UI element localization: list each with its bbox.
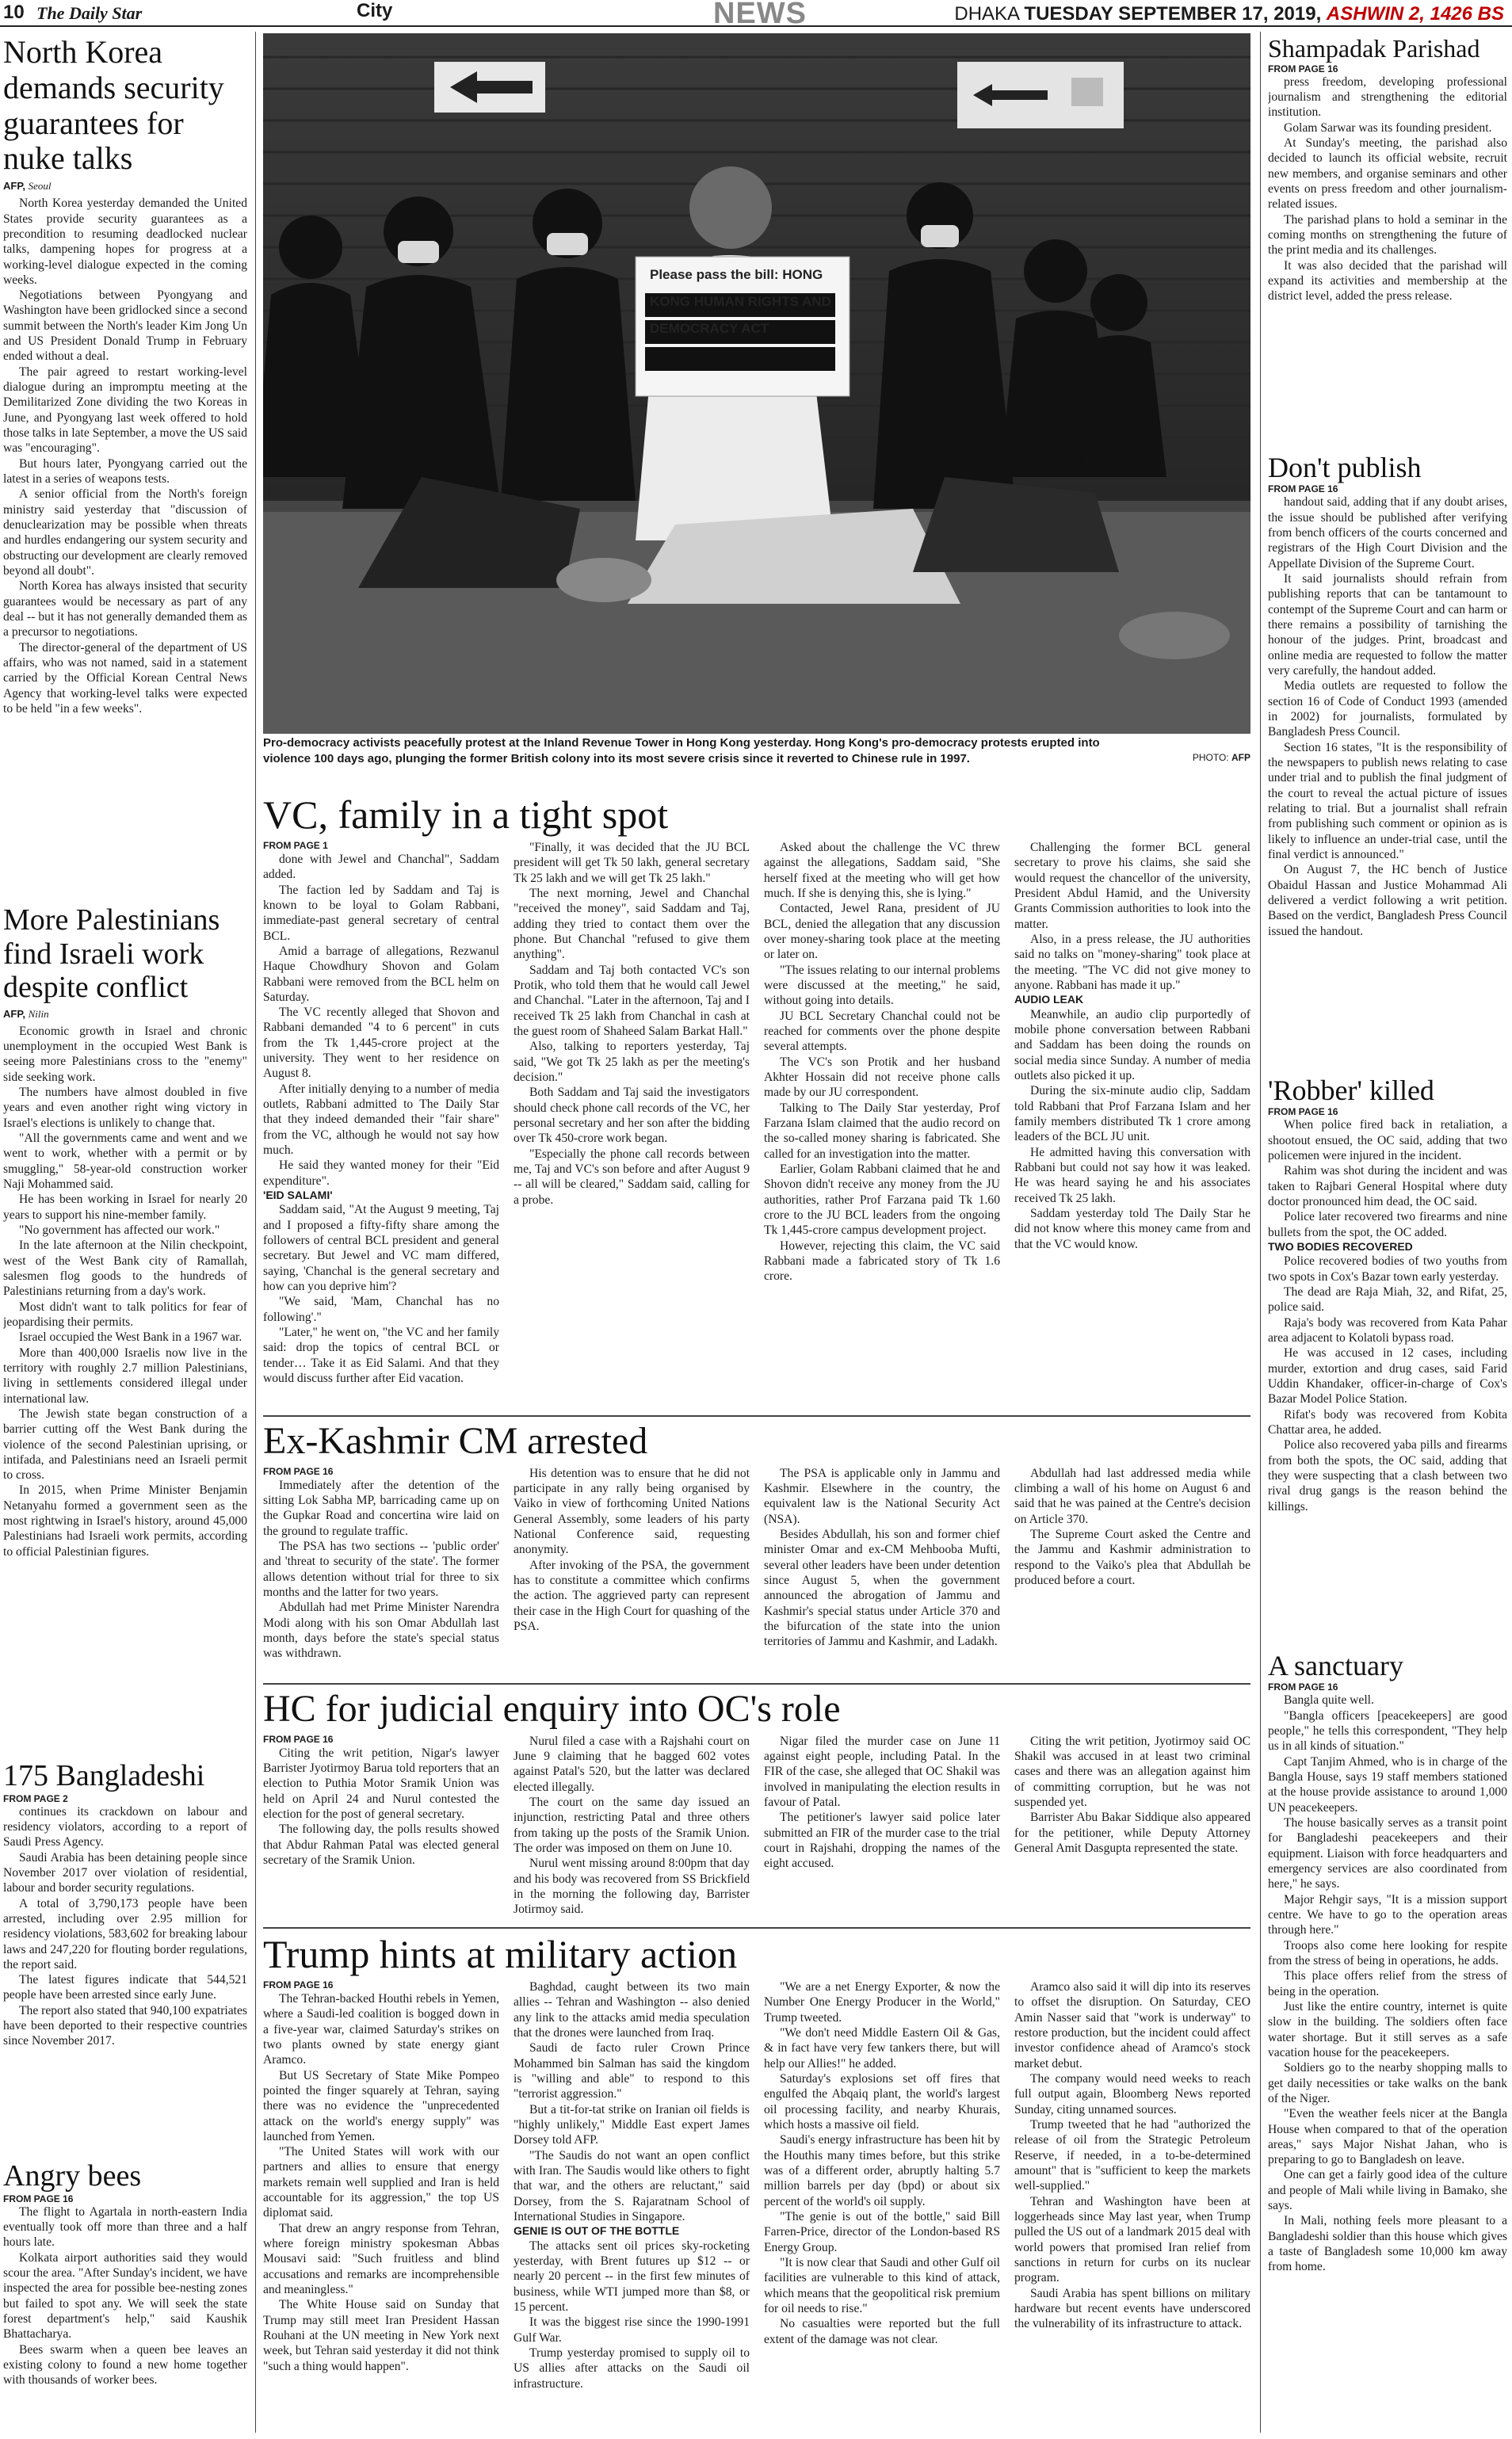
paragraph: The White House said on Sunday that Trump may still meet Iran President Hassan Rouhani at the UN meeting in New York next week, but Tehran said yesterday it did not think "such a thing would happen". — [263, 2298, 499, 2373]
paragraph: Saddam said, "At the August 9 meeting, Taj and I proposed a fifty-fifty share among the followers of central BCL president and general secretary. But Jewel and VC mam differed, saying, 'Chanchal is the general secretary and how can you deprive him'? — [263, 1203, 499, 1294]
paragraph: He admitted having this conversation with Rabbani but could not say how it was leaked. He was heard saying he and his associates received Tk 25 lakh. — [1014, 1145, 1250, 1205]
paragraph: Media outlets are requested to follow the section 16 of Code of Conduct 1993 (amended in 2002) for journalists, formulated by Bangladesh Press Council. — [1268, 679, 1507, 739]
paragraph: Rifat's body was recovered from Kobita Chattar area, he added. — [1268, 1407, 1507, 1437]
body-dont-publish — [1268, 494, 1507, 939]
article-trump — [263, 1932, 1250, 2436]
paragraph: It was the biggest rise since the 1990-1991 Gulf War. — [514, 2315, 750, 2345]
paragraph: The court on the same day issued an injunction, restricting Patal and three others from taking up the posts of the Sramik Union. The order was imposed on them on June 10. — [514, 1796, 750, 1856]
paragraph: The pair agreed to restart working-level dialogue during an impromptu meeting at the Demilitarized Zone dividing the two Koreas in June, and Pyongyang last week offered to hold those talks in late September, a move the US said was "encouraging". — [3, 365, 247, 456]
paragraph: Economic growth in Israel and chronic unemployment in the occupied West Bank is seeing more Palestinians cross to the "enemy" side seeking work. — [3, 1024, 247, 1084]
paragraph: Citing the writ petition, Jyotirmoy said OC Shakil was accused in at least two criminal cases and there was an allegation against him of committing corruption, but he was not suspended yet. — [1014, 1734, 1250, 1810]
from-page-shampadak: FROM PAGE 16 — [1268, 63, 1338, 74]
text-column — [514, 840, 750, 1398]
headline-sanctuary: A sanctuary — [1268, 1650, 1403, 1681]
body-vc-family — [263, 840, 1250, 1398]
paragraph: Also, talking to reporters yesterday, Taj said, "We got Tk 25 lakh as per the meeting's decision." — [514, 1040, 750, 1084]
paragraph: Trump tweeted that he had "authorized the release of oil from the Strategic Petroleum Reserve, if needed, in a to-be-determined amount" that is "sufficient to keep the markets well-supplied." — [1014, 2117, 1250, 2193]
paragraph: Amid a barrage of allegations, Rezwanul Haque Chowdhury Shovon and Golam Rabbani were removed from the BCL helm on Saturday. — [263, 944, 499, 1004]
text-column — [1014, 1979, 1250, 2429]
paragraph: It was also decided that the parishad will expand its activities and membership at the district level, added the press release. — [1268, 258, 1507, 303]
paragraph: continues its crackdown on labour and residency violators, according to a report of Saudi Press Agency. — [3, 1804, 247, 1849]
paragraph: But a tit-for-tat strike on Iranian oil fields is "highly unlikely," Middle East expert James Dorsey told AFP. — [514, 2102, 750, 2147]
text-column — [263, 1979, 499, 2429]
article-shampadak — [1268, 35, 1507, 447]
paragraph: In Mali, nothing feels more pleasant to a Bangladeshi soldier than this house which gives a taste of Bangladesh some 10,000 km away from home. — [1268, 2214, 1507, 2274]
paragraph: The VC recently alleged that Shovon and Rabbani demanded "4 to 6 percent" in cuts from the Tk 1,445-crore project at the university. They went to her residence on August 8. — [263, 1006, 499, 1081]
paragraph: Israel occupied the West Bank in a 1967 war. — [19, 1330, 242, 1345]
paragraph: The house basically serves as a transit point for Bangladeshi peacekeepers and their equipment. Liaison with force headquarters and emergency services are also coordinated from here," he says. — [1268, 1815, 1507, 1891]
paragraph: That drew an angry response from Tehran, where foreign ministry spokesman Abbas Mousavi said: "Such fruitless and blind accusations and remarks are incomprehensible and meaningless." — [263, 2221, 499, 2297]
paragraph: The Tehran-backed Houthi rebels in Yemen, where a Saudi-led coalition is bogged down in a five-year war, claimed Saturday's strikes on two plants owned by state energy giant Aramco. — [263, 1991, 499, 2067]
byline-north-korea: AFP, Seoul — [3, 180, 52, 193]
paragraph: Abdullah had met Prime Minister Narendra Modi along with his son Omar Abdullah last month, days before the state's special status was withdrawn. — [263, 1601, 499, 1661]
paragraph: Major Rehgir says, "It is a mission support centre. We have to go to the operation areas through here." — [1268, 1892, 1507, 1937]
paragraph: The petitioner's lawyer said police later submitted an FIR of the murder case to the trial court in Rajshahi, dropping the names of the eight accused. — [764, 1811, 1000, 1871]
paragraph: Raja's body was recovered from Kata Pahar area adjacent to Kolatoli bypass road. — [1268, 1315, 1507, 1345]
paragraph: Tehran and Washington have been at loggerheads since May last year, when Trump pulled the US out of a landmark 2015 deal with world powers that promised Iran relief from sanctions in return for curbs on its nuclear program. — [1014, 2194, 1250, 2285]
column-rule-left — [255, 32, 256, 2433]
paragraph: "Later," he went on, "the VC and her family said: drop the topics of central BCL or tender… Take it as Eid Salami. And that they would discuss further after Eid vacation. — [263, 1326, 499, 1386]
text-column — [514, 1979, 750, 2429]
paragraph: The report also stated that 940,100 expatriates have been deported to their respective countries since November 2017. — [3, 2003, 247, 2048]
paragraph: Golam Sarwar was its founding president. — [1284, 120, 1492, 135]
body-north-korea — [3, 196, 247, 716]
text-column — [764, 1979, 1000, 2429]
headline-dont-publish: Don't publish — [1268, 452, 1422, 483]
headline-vc-family: VC, family in a tight spot — [263, 792, 669, 837]
paragraph: Nurul filed a case with a Rajshahi court on June 9 claiming that he bagged 602 votes against Patal's 520, but the latter was declared elected illegally. — [514, 1734, 750, 1794]
paragraph: "The issues relating to our internal problems were discussed at the meeting," he said, without going into details. — [764, 963, 1000, 1008]
page-number: 10 — [3, 2, 25, 23]
paragraph: The following day, the polls results showed that Abdur Rahman Patal was elected general secretary of the Sramik Union. — [263, 1823, 499, 1867]
paragraph: "No government has affected our work." — [19, 1223, 220, 1237]
headline-angry-bees: Angry bees — [3, 2159, 142, 2193]
paragraph: Nurul went missing around 8:00pm that day and his body was recovered from SS Brickfield in the morning the following day, Barrister Jotirmoy said. — [514, 1857, 750, 1917]
story-divider-3 — [263, 1927, 1250, 1929]
text-column — [514, 1466, 750, 1672]
paragraph: The attacks sent oil prices sky-rocketing yesterday, with Brent futures up $12 -- or nearly 20 percent -- in the first few minutes of business, while WTI jumped more than $8, or 15 percent. — [514, 2239, 750, 2314]
paragraph: The latest figures indicate that 544,521 people have been arrested since early June. — [3, 1973, 247, 2002]
photo-credit: PHOTO: AFP — [1192, 752, 1250, 764]
paragraph: The Supreme Court asked the Centre and the Jammu and Kashmir administration to respond to the Vaiko's plea that Abdullah be produced before a court. — [1014, 1528, 1250, 1588]
byline-palestinians: AFP, Nilin — [3, 1007, 49, 1020]
paragraph: Nigar filed the murder case on June 11 against eight people, including Patal. In the FIR of the case, she alleged that OC Shakil was involved in manipulating the election results in favour of Patal. — [764, 1734, 1000, 1810]
subhead: GENIE IS OUT OF THE BOTTLE — [514, 2224, 680, 2238]
paragraph: But hours later, Pyongyang carried out the latest in a series of weapons tests. — [3, 456, 247, 487]
paragraph: North Korea has always insisted that security guarantees would be necessary as part of any deal -- but it has not generally demanded them as a precursor to negotiations. — [3, 579, 247, 639]
paragraph: handout said, adding that if any doubt arises, the issue should be published after verifying from bench officers of the courts concerned and registrars of the High Court Division and the Appellate Division of the Supreme Court. — [1268, 495, 1507, 571]
paragraph: JU BCL Secretary Chanchal could not be reached for comments over the phone despite several attempts. — [764, 1009, 1000, 1054]
paragraph: "The United States will work with our partners and allies to ensure that energy markets remain well supplied and Iran is held accountable for its aggression," the top US diplomat said. — [263, 2145, 499, 2220]
article-robber — [1268, 1074, 1507, 1645]
paragraph: A total of 3,790,173 people have been arrested, including over 2.95 million for residency violations, 583,602 for breaking labour laws and 247,220 for flouting border regulations, the report said. — [3, 1896, 247, 1971]
paragraph: North Korea yesterday demanded the United States provide security guarantees as a precondition to resuming deadlocked nuclear talks, dampening hopes for progress at a working-level dialogue expected in the coming weeks. — [3, 197, 247, 287]
paragraph: "We don't need Middle Eastern Oil & Gas, & in fact have very few tankers there, but will help our Allies!" he added. — [764, 2025, 1000, 2071]
from-page-publish: FROM PAGE 16 — [1268, 483, 1338, 495]
paragraph: After initially denying to a number of media outlets, Rabbani admitted to The Daily Star that they indeed demanded their "fair share" from the VC, although he would not say how much. — [263, 1082, 499, 1158]
text-column — [514, 1734, 750, 1918]
from-page: FROM PAGE 16 — [263, 1979, 334, 1991]
subhead: 'EID SALAMI' — [263, 1189, 333, 1202]
paragraph: Most didn't want to talk politics for fear of jeopardising their permits. — [3, 1300, 247, 1329]
column-rule-right — [1260, 32, 1261, 2433]
text-column — [764, 840, 1000, 1398]
paragraph: This place offers relief from the stress of being in the operation. — [1268, 1969, 1507, 1998]
article-vc-family — [263, 792, 1250, 1414]
text-column — [263, 1466, 499, 1672]
paragraph: The Jewish state began construction of a barrier cutting off the West Bank during the violence of the second Palestinian uprising, or intifada, and Palestinians need an Israeli permit to cross. — [3, 1407, 247, 1483]
paragraph: Baghdad, caught between its two main allies -- Tehran and Washington -- also denied any link to the attacks amid media speculation that the drones were launched from Iraq. — [514, 1980, 750, 2040]
from-page-sanctuary: FROM PAGE 16 — [1268, 1681, 1338, 1693]
paragraph: Police recovered bodies of two youths from two spots in Cox's Bazar town early yesterday. — [1268, 1254, 1507, 1284]
article-north-korea — [3, 35, 247, 899]
paragraph: Saturday's explosions set off fires that engulfed the Abqaiq plant, the world's largest oil processing facility, and nearby Khurais, which hosts a massive oil field. — [764, 2071, 1000, 2132]
paragraph: press freedom, developing professional journalism and strengthening the editorial institution. — [1268, 74, 1507, 120]
news-label: NEWS — [713, 0, 807, 30]
paragraph: Trump yesterday promised to supply oil to US allies after attacks on the Saudi oil infrastructure. — [514, 2345, 750, 2391]
protest-photo-illustration — [263, 33, 1250, 734]
paragraph: The faction led by Saddam and Taj is known to be loyal to Golam Rabbani, immediate-past general secretary of central BCL. — [263, 883, 499, 943]
paragraph: "We said, 'Mam, Chanchal has no following'." — [263, 1295, 499, 1324]
paragraph: "All the governments came and went and we went to work, whether with a permit or by smuggling," 58-year-old construction worker Naji Mohammed said. — [3, 1131, 247, 1191]
paragraph: Police later recovered two firearms and nine bullets from the spot, the OC added. — [1268, 1210, 1507, 1239]
paragraph: Bees swarm when a queen bee leaves an existing colony to found a new home together with thousands of worker bees. — [3, 2342, 247, 2387]
paragraph: Saddam and Taj both contacted VC's son Protik, who told them that he would call Jewel and Chanchal. "Later in the afternoon, Taj and I received Tk 25 lakh from Chanchal in cash at the guest room of Shaheed Salam Barkat Hall." — [514, 963, 750, 1038]
headline-robber: 'Robber' killed — [1268, 1074, 1434, 1106]
paragraph: A senior official from the North's foreign ministry said yesterday that "discussion of denuclearization may be possible when threats and hurdles endangering our system security and obstructing our development are clearly removed beyond all doubt". — [3, 487, 247, 578]
subhead: AUDIO LEAK — [1014, 993, 1084, 1006]
paragraph: Kolkata airport authorities said they would scour the area. "After Sunday's incident, we have inspected the area for possible bee-nesting zones but failed to spot any. We will seek the state forest department's help," said Kaushik Bhattacharya. — [3, 2250, 247, 2342]
paragraph: Saudi Arabia has been detaining people since November 2017 over violation of residential, labour and border security regulations. — [3, 1850, 247, 1895]
paragraph: It said journalists should refrain from publishing reports that can be tantamount to contempt of the Supreme Court and can harm or there remains a possibility of tarnishing the honour of the judges. Print, broadcast and online media are requested to follow the matter very carefully, the handout added. — [1268, 571, 1507, 678]
paragraph: Bangla quite well. — [1284, 1693, 1374, 1708]
article-hc-judicial — [263, 1688, 1250, 1926]
paragraph: Troops also come here looking for respite from the stress of being in operations, he adds. — [1268, 1938, 1507, 1968]
article-ex-kashmir — [263, 1420, 1250, 1681]
paragraph: "The genie is out of the bottle," said Bill Farren-Price, director of the London-based RS Energy Group. — [764, 2209, 1000, 2254]
paragraph: Meanwhile, an audio clip purportedly of mobile phone conversation between Rabbani and Saddam has been doing the rounds on social media since Sunday. A number of media outlets also picked it up. — [1014, 1007, 1250, 1082]
article-angry-bees — [3, 2159, 247, 2437]
paragraph: Aramco also said it will dip into its reserves to offset the disruption. On Saturday, CEO Amin Nasser said that "work is underway" to restore production, but the incident could affect investor confidence ahead of Aramco's stock market debut. — [1014, 1980, 1250, 2071]
headline-shampadak: Shampadak Parishad — [1268, 35, 1480, 63]
paragraph: In 2015, when Prime Minister Benjamin Netanyahu formed a government seen as the most rightwing in Israel's history, around 45,000 Palestinians had Israeli work permits, according to official Palestinian figures. — [3, 1483, 247, 1559]
paragraph: On August 7, the HC bench of Justice Obaidul Hassan and Justice Mohammad Ali delivered a verdict following a writ petition. Based on the verdict, Bangladesh Press Council issued the handout. — [1268, 863, 1507, 938]
from-page: FROM PAGE 16 — [263, 1465, 334, 1477]
paragraph: Earlier, Golam Rabbani claimed that he and Shovon didn't receive any money from the JU authorities, rather Prof Farzana paid Tk 1.60 crore to the JU BCL leaders from the ongoing Tk 1,445-crore campus development project. — [764, 1162, 1000, 1238]
paragraph: He said they wanted money for their "Eid expenditure". — [263, 1158, 499, 1188]
page-header — [0, 0, 1512, 30]
paragraph: More than 400,000 Israelis now live in the territory with roughly 2.7 million Palestinians, living in settlements considered illegal under international law. — [3, 1345, 247, 1406]
paragraph: The dead are Raja Miah, 32, and Rifat, 25, police said. — [1268, 1284, 1507, 1315]
paragraph: "The Saudis do not want an open conflict with Iran. The Saudis would like others to fight that war, and the others are reluctant," said Dorsey, from the S. Rajaratnam School of International Studies in Singapore. — [514, 2148, 750, 2223]
paragraph: The flight to Agartala in north-eastern India eventually took off more than three and a half hours late. — [3, 2204, 247, 2250]
paragraph: He has been working in Israel for nearly 20 years to support his nine-member family. — [3, 1193, 247, 1222]
paragraph: Saddam yesterday told The Daily Star he did not know where this money came from and that the VC would know. — [1014, 1206, 1250, 1251]
paragraph: "Especially the phone call records between me, Taj and VC's son before and after August 9 -- all will be cleared," Saddam said, calling for a probe. — [514, 1147, 750, 1207]
paragraph: Negotiations between Pyongyang and Washington have been gridlocked since a second summit between the North's leader Kim Jong Un and US President Donald Trump in February ended without a deal. — [3, 288, 247, 364]
paragraph: "It is now clear that Saudi and other Gulf oil facilities are vulnerable to this kind of attack, which means that the geopolitical risk premium for oil needs to rise." — [764, 2255, 1000, 2315]
paragraph: The director-general of the department of US affairs, who was not named, said in a statement carried by the Official Korean Central News Agency that working-level talks were expected to be held "in a few weeks". — [3, 640, 247, 716]
text-column — [764, 1466, 1000, 1672]
paragraph: "We are a net Energy Exporter, & now the Number One Energy Producer in the World," Trump tweeted. — [764, 1980, 1000, 2025]
headline-175-bangladeshi: 175 Bangladeshi — [3, 1759, 205, 1792]
story-divider-2 — [263, 1683, 1250, 1685]
paragraph: In the late afternoon at the Nilin checkpoint, west of the West Bank city of Ramallah, salesmen flog goods to the hundreds of Palestinians returning from a day's work. — [3, 1239, 247, 1299]
text-column — [263, 1734, 499, 1918]
headline-trump: Trump hints at military action — [263, 1932, 738, 1976]
article-sanctuary — [1268, 1650, 1507, 2436]
paragraph: Rahim was shot during the incident and was taken to Rajbari General Hospital where duty doctor pronounced him dead, the OC said. — [1268, 1164, 1507, 1208]
text-column — [1014, 840, 1250, 1398]
paragraph: The company would need weeks to reach full output again, Bloomberg News reported Sunday, citing unnamed sources. — [1014, 2071, 1250, 2116]
paragraph: Besides Abdullah, his son and former chief minister Omar and ex-CM Mehbooba Mufti, several other leaders have been under detention since August 5, when the government announced the abrogation of Jammu and Kashmir's special status under Article 370 and the bifurcation of the state into the union territories of Jammu and Kashmir, and Ladakh. — [764, 1528, 1000, 1649]
subhead: TWO BODIES RECOVERED — [1268, 1239, 1413, 1253]
text-column — [1014, 1734, 1250, 1918]
body-shampadak — [1268, 74, 1507, 304]
paragraph: Saudi's energy infrastructure has been hit by the Houthis many times before, but this strike was of a different order, abruptly halting 5.7 million barrels per day (bpd) or about six percent of the world's oil supply. — [764, 2133, 1000, 2208]
paragraph: The PSA is applicable only in Jammu and Kashmir. Elsewhere in the country, the equivalent law is the National Security Act (NSA). — [764, 1466, 1000, 1526]
article-palestinians — [3, 903, 247, 1751]
photo-caption: Pro-democracy activists peacefully protest at the Inland Revenue Tower in Hong Kong yesterday. Hong Kong's pro-democracy protests erupted into violence 100 days ago, plunging the former British colony into its most severe crisis since it reverted to Chinese rule in 1997. PHOTO: AFP — [263, 736, 1250, 765]
from-page-175: FROM PAGE 2 — [3, 1792, 68, 1804]
article-dont-publish — [1268, 452, 1507, 1070]
body-175-bangladeshi — [3, 1804, 247, 2049]
paragraph: The numbers have almost doubled in five years and even another right wing victory in Israel's elections is unlikely to change that. — [3, 1085, 247, 1130]
paragraph: However, rejecting this claim, the VC said Rabbani made a fabricated story of Tk 1.6 crore. — [764, 1239, 1000, 1284]
paragraph: The PSA has two sections -- 'public order' and 'threat to security of the state'. The former allows detention without trial for three to six months and the latter for two years. — [263, 1539, 499, 1599]
paragraph: One can get a fairly good idea of the culture and people of Mali while living in Bamako, she says. — [1268, 2168, 1507, 2213]
headline-hc-judicial: HC for judicial enquiry into OC's role — [263, 1688, 841, 1730]
text-column — [764, 1734, 1000, 1918]
headline-palestinians: More Palestinians find Israeli work despite conflict — [3, 903, 220, 1005]
paragraph: "Even the weather feels nicer at the Bangla House when compared to that of the operation areas," says Major Nishat Jahan, who is preparing to go to Bangladesh on leave. — [1268, 2107, 1507, 2167]
paragraph: Talking to The Daily Star yesterday, Prof Farzana Islam claimed that the audio record on the so-called money sharing is fabricated. She called for an investigation into the matter. — [764, 1101, 1000, 1161]
headline-north-korea: North Korea demands security guarantees for nuke talks — [3, 35, 224, 177]
paragraph: Police also recovered yaba pills and firearms from both the spots, the OC said, adding that they were suspecting that a clash between two rival drug gangs is the reason behind the killings. — [1268, 1438, 1507, 1513]
article-175-bangladeshi — [3, 1759, 247, 2155]
body-trump — [263, 1979, 1250, 2429]
paragraph: Challenging the former BCL general secretary to prove his claims, she said she would request the chancellor of the university, President Abdul Hamid, and the University Grants Commission authorities to look into the matter. — [1014, 841, 1250, 931]
from-page-robber: FROM PAGE 16 — [1268, 1106, 1338, 1118]
paragraph: At Sunday's meeting, the parishad also decided to launch its official website, recruit new members, and organise seminars and other events on press freedom and other journalism-related issues. — [1268, 136, 1507, 212]
paragraph: Immediately after the detention of the sitting Lok Sabha MP, barricading came up on the Gupkar Road and concertina wire laid on the ground to regulate traffic. — [263, 1478, 499, 1538]
section-label: City — [357, 0, 393, 21]
paragraph: Also, in a press release, the JU authorities said no talks on "money-sharing" took place at the meeting. "The VC did not give money to anyone. Rabbani has made it up." — [1014, 932, 1250, 992]
paragraph: Both Saddam and Taj said the investigators should check phone call records of the VC, her personal secretary and her son after the bidding over Tk 450-crore work began. — [514, 1086, 750, 1146]
masthead-logo: The Daily Star — [36, 3, 143, 23]
paragraph: Abdullah had last addressed media while climbing a wall of his home on August 6 and said that he was pained at the Centre's decision on Article 370. — [1014, 1466, 1250, 1526]
paragraph: The parishad plans to hold a seminar in the coming months on strengthening the future of the print media and its challenges. — [1268, 212, 1507, 258]
body-robber — [1268, 1117, 1507, 1514]
paragraph: But US Secretary of State Mike Pompeo pointed the finger squarely at Tehran, saying there was no evidence the "unprecedented attack on the world's energy supply" was launched from Yemen. — [263, 2068, 499, 2143]
protest-photo — [263, 33, 1250, 734]
paragraph: "Finally, it was decided that the JU BCL president will get Tk 50 lakh, general secretary Tk 25 lakh and we will get Tk 25 lakh." — [514, 841, 750, 885]
from-page: FROM PAGE 16 — [263, 1733, 334, 1745]
from-page: FROM PAGE 1 — [263, 840, 328, 851]
body-hc-judicial — [263, 1734, 1250, 1918]
paragraph: When police fired back in retaliation, a shootout ensued, the OC said, adding that two policemen were injured in the incident. — [1268, 1118, 1507, 1162]
paragraph: During the six-minute audio clip, Saddam told Rabbani that Prof Farzana Islam and her family members distributed Tk 1 crore among leaders of the BCL JU unit. — [1014, 1084, 1250, 1144]
paragraph: The VC's son Protik and her husband Akhter Hossain did not receive phone calls made by our JU correspondent. — [764, 1055, 1000, 1100]
story-divider-1 — [263, 1415, 1250, 1417]
body-angry-bees — [3, 2204, 247, 2388]
protest-sign: Please pass the bill: HONG KONG HUMAN RIGHTS AND DEMOCRACY ACT — [650, 267, 831, 336]
body-sanctuary — [1268, 1693, 1507, 2274]
dateline: DHAKA TUESDAY SEPTEMBER 17, 2019, ASHWIN 2, 1426 BS — [954, 3, 1504, 25]
body-palestinians — [3, 1024, 247, 1559]
paragraph: "Bangla officers [peacekeepers] are good people," he tells this correspondent, "They help us in all kinds of situation." — [1268, 1708, 1507, 1754]
paragraph: Citing the writ petition, Nigar's lawyer Barrister Jyotirmoy Barua told reporters that an election to Puthia Motor Sramik Union was held on April 24 and Nurul contested the election for the post of general secretary. — [263, 1746, 499, 1821]
paragraph: The next morning, Jewel and Chanchal "received the money", said Saddam and Taj, adding they tried to contact them over the phone. But Chanchal "refused to give them anything". — [514, 886, 750, 962]
text-column — [263, 840, 499, 1398]
paragraph: No casualties were reported but the full extent of the damage was not clear. — [764, 2317, 1000, 2346]
paragraph: Barrister Abu Bakar Siddique also appeared for the petitioner, while Deputy Attorney General Amit Dasgupta represented the state. — [1014, 1811, 1250, 1856]
text-column — [1014, 1466, 1250, 1672]
paragraph: Contacted, Jewel Rana, president of JU BCL, denied the allegation that any discussion over money-sharing took place at the meeting or later on. — [764, 902, 1000, 962]
paragraph: Saudi de facto ruler Crown Prince Mohammed bin Salman has said the kingdom is "willing and able" to respond to this "terrorist aggression." — [514, 2041, 750, 2101]
paragraph: Capt Tanjim Ahmed, who is in charge of the Bangla House, says 19 staff members stationed at the house provide assistance to around 1,000 UN peacekeepers. — [1268, 1754, 1507, 1815]
paragraph: After invoking of the PSA, the government has to constitute a committee which confirms the action. The aggrieved party can represent their case in the High Court for quashing of the PSA. — [514, 1558, 750, 1634]
paragraph: Soldiers go to the nearby shopping malls to get daily necessities or take walks on the bank of the Niger. — [1268, 2061, 1507, 2105]
paragraph: done with Jewel and Chanchal", Saddam added. — [263, 852, 499, 882]
paragraph: Asked about the challenge the VC threw against the allegations, Saddam said, "She herself fixed at the meeting who will get how much. If she is denying this, she is lying." — [764, 841, 1000, 900]
paragraph: Just like the entire country, internet is quite slow in the building. The soldiers often face water shortage. But it still serves as a safe vacation house for the peacekeepers. — [1268, 1999, 1507, 2059]
paragraph: Section 16 states, "It is the responsibility of the newspapers to publish news relating to case under trial and to publish the final judgment of the court to reveal the actual picture of issues relating to trial. But a journalist shall refrain from publishing such comment or opinion as is likely to influence an under-trial case, until the final verdict is announced." — [1268, 740, 1507, 861]
paragraph: Saudi Arabia has spent billions on military hardware but recent events have underscored the vulnerability of its infrastructure to attack. — [1014, 2286, 1250, 2331]
paragraph: He was accused in 12 cases, including murder, extortion and drug cases, said Farid Uddin Khandaker, officer-in-charge of Cox's Bazar Model Police Station. — [1268, 1346, 1507, 1407]
body-ex-kashmir — [263, 1466, 1250, 1672]
headline-ex-kashmir: Ex-Kashmir CM arrested — [263, 1420, 648, 1462]
from-page-bees: FROM PAGE 16 — [3, 2193, 74, 2204]
paragraph: His detention was to ensure that he did not participate in any rally being organised by Vaiko in view of forthcoming United Nations General Assembly, some leaders of his party National Conference said, requesting anonymity. — [514, 1466, 750, 1557]
